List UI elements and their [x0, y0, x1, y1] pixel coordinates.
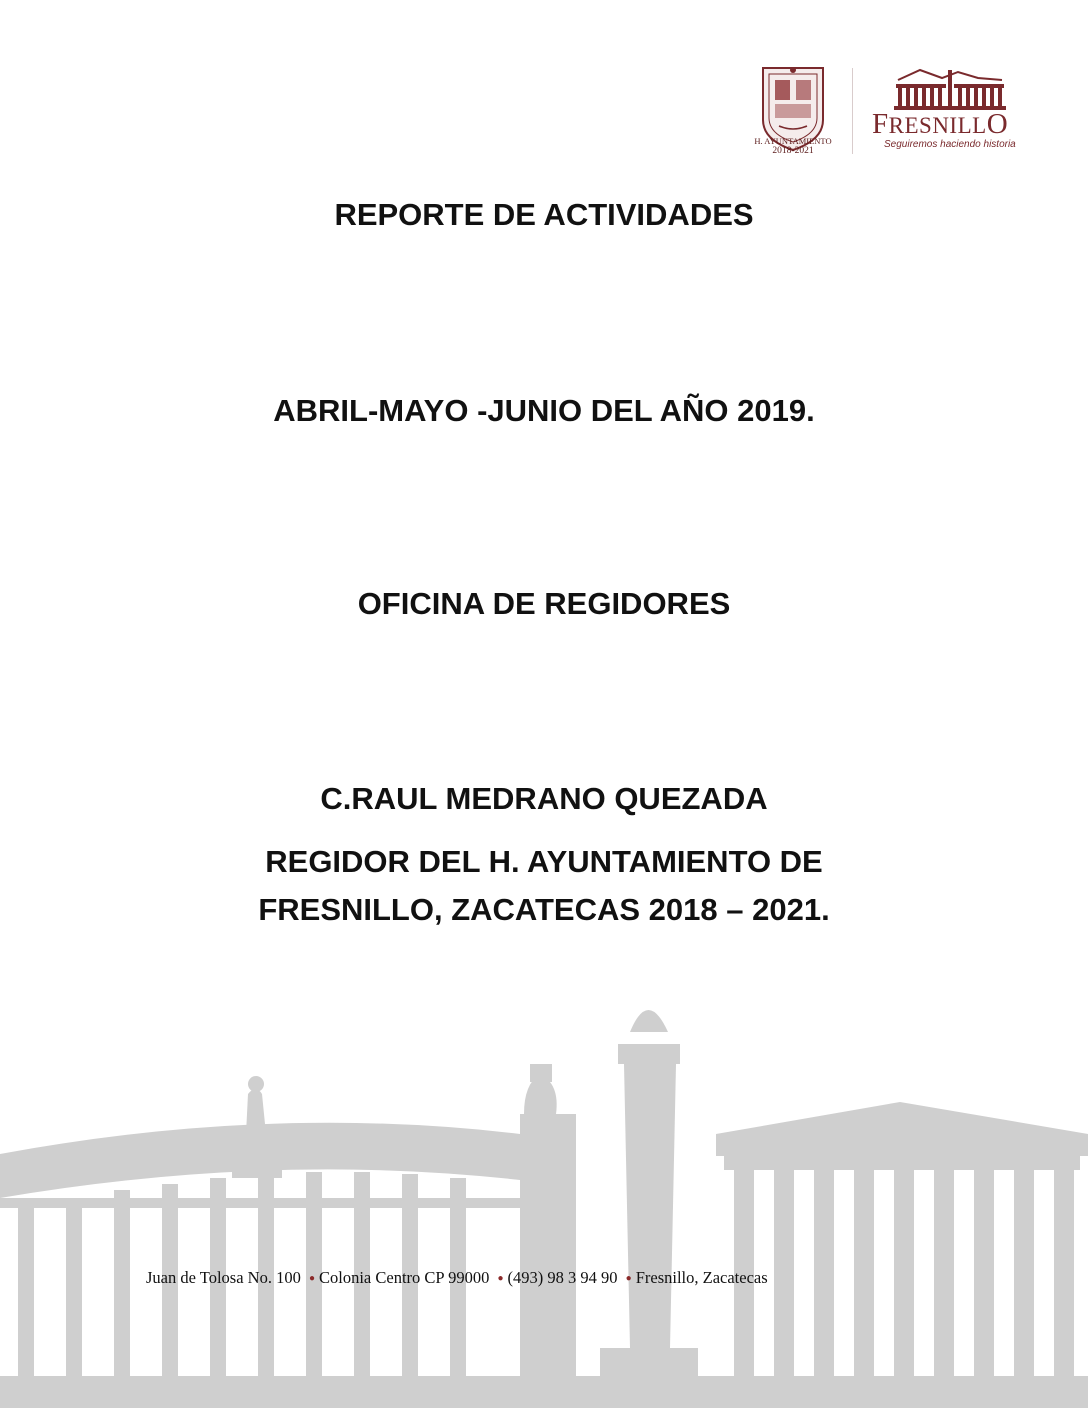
fresnillo-wordmark — [872, 108, 1008, 142]
report-title: REPORTE DE ACTIVIDADES — [334, 197, 754, 232]
address-city: Fresnillo, Zacatecas — [635, 1268, 768, 1287]
city-skyline-illustration — [0, 984, 1088, 1408]
seal-caption — [745, 136, 841, 156]
wordmark-last-letter: O — [986, 108, 1009, 140]
official-position-line1: REGIDOR DEL H. AYUNTAMIENTO DE — [265, 844, 823, 879]
bullet-icon: ● — [625, 1273, 632, 1284]
official-position-line2: FRESNILLO, ZACATECAS 2018 – 2021. — [258, 892, 830, 927]
wordmark-middle: RESNILL — [888, 113, 987, 138]
seal-caption-line1: H. AYUNTAMIENTO — [754, 136, 832, 146]
wordmark-first-letter: F — [872, 108, 889, 140]
office-name: OFICINA DE REGIDORES — [357, 586, 731, 621]
bullet-icon: ● — [308, 1273, 315, 1284]
address-street: Juan de Tolosa No. 100 — [146, 1268, 301, 1287]
fresnillo-building-icon — [890, 66, 1010, 112]
seal-caption-line2: 2018-2021 — [772, 146, 814, 156]
logo-divider — [852, 68, 853, 154]
footer-address — [146, 1268, 768, 1288]
address-phone: (493) 98 3 94 90 — [507, 1268, 618, 1287]
bullet-icon: ● — [497, 1273, 504, 1284]
address-colonia: Colonia Centro CP 99000 — [319, 1268, 490, 1287]
report-period: ABRIL-MAYO -JUNIO DEL AÑO 2019. — [273, 393, 815, 428]
official-name: C.RAUL MEDRANO QUEZADA — [320, 781, 768, 816]
fresnillo-tagline: Seguiremos haciendo historia — [884, 139, 1016, 150]
